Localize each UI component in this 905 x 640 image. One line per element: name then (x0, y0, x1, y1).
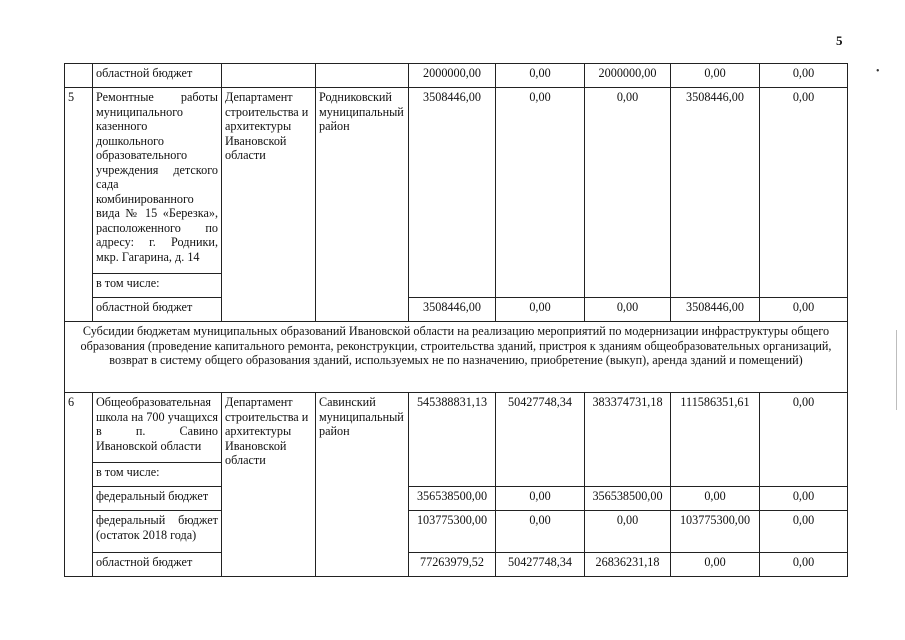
cell-municipality: Савинский муниципальный район (316, 393, 409, 577)
cell-source: областной бюджет (93, 553, 222, 577)
cell-year-2: 2000000,00 (585, 64, 671, 88)
cell-year-2: 383374731,18 (585, 393, 671, 487)
cell-total: 356538500,00 (409, 487, 496, 511)
table-row (65, 393, 848, 463)
cell-total: 2000000,00 (409, 64, 496, 88)
cell-year-1: 0,00 (496, 88, 585, 298)
table-row (65, 553, 848, 577)
cell-no: 5 (65, 88, 93, 322)
cell-total: 77263979,52 (409, 553, 496, 577)
cell-year-1: 0,00 (496, 64, 585, 88)
table-row (65, 487, 848, 511)
cell-year-2: 26836231,18 (585, 553, 671, 577)
cell-executor: Департамент строительства и архитектуры Ивановской области (222, 88, 316, 322)
cell-year-1: 50427748,34 (496, 553, 585, 577)
cell-year-3: 0,00 (671, 553, 760, 577)
cell-year-4: 0,00 (760, 298, 848, 322)
cell-year-3: 111586351,61 (671, 393, 760, 487)
cell-year-3: 0,00 (671, 64, 760, 88)
cell-year-1: 50427748,34 (496, 393, 585, 487)
budget-table (64, 63, 848, 577)
cell-including: в том числе: (93, 463, 222, 487)
table-row (65, 64, 848, 88)
cell-year-1: 0,00 (496, 298, 585, 322)
page-number: 5 (836, 33, 843, 48)
scan-edge-line (896, 330, 897, 410)
cell-no: 6 (65, 393, 93, 577)
cell-year-4: 0,00 (760, 487, 848, 511)
cell-total: 3508446,00 (409, 88, 496, 298)
cell-year-4: 0,00 (760, 64, 848, 88)
section-heading-row (65, 322, 848, 393)
cell-year-1: 0,00 (496, 511, 585, 553)
cell-source: федеральный бюджет (остаток 2018 года) (93, 511, 222, 553)
cell-year-3: 3508446,00 (671, 298, 760, 322)
cell-no (65, 64, 93, 88)
table-row (65, 298, 848, 322)
cell-year-1: 0,00 (496, 487, 585, 511)
cell-year-3: 0,00 (671, 487, 760, 511)
margin-mark: • (876, 66, 880, 77)
cell-executor: Департамент строительства и архитектуры Ивановской области (222, 393, 316, 577)
cell-municipality: Родниковский муниципальный район (316, 88, 409, 322)
cell-year-4: 0,00 (760, 393, 848, 487)
cell-year-2: 0,00 (585, 511, 671, 553)
cell-year-4: 0,00 (760, 511, 848, 553)
cell-total: 103775300,00 (409, 511, 496, 553)
cell-year-2: 0,00 (585, 298, 671, 322)
cell-year-3: 3508446,00 (671, 88, 760, 298)
section-heading: Субсидии бюджетам муниципальных образований Ивановской области на реализацию мероприятий по модернизации инфраструктуры общего образования (проведение капитального ремонта, реконструкции, строительства зданий, пристроя к зданиям общеобразовательных организаций, возврат в систему общего образования зданий, используемых не по назначению, приобретение (выкуп), аренда зданий и помещений) (65, 322, 848, 393)
cell-municipality (316, 64, 409, 88)
cell-total: 3508446,00 (409, 298, 496, 322)
table-row (65, 88, 848, 274)
cell-executor (222, 64, 316, 88)
cell-name: Ремонтные работы муниципального казенного дошкольного образовательного учреждения детского сада комбинированного вида № 15 «Березка», расположенного по адресу: г. Родники, мкр. Гагарина, д. 14 (93, 88, 222, 274)
cell-year-4: 0,00 (760, 553, 848, 577)
cell-name: Общеобразовательная школа на 700 учащихся в п. Савино Ивановской области (93, 393, 222, 463)
cell-year-3: 103775300,00 (671, 511, 760, 553)
cell-source: областной бюджет (93, 64, 222, 88)
cell-year-4: 0,00 (760, 88, 848, 298)
cell-year-2: 356538500,00 (585, 487, 671, 511)
cell-source: областной бюджет (93, 298, 222, 322)
cell-including: в том числе: (93, 274, 222, 298)
cell-source: федеральный бюджет (93, 487, 222, 511)
table-row (65, 511, 848, 553)
cell-year-2: 0,00 (585, 88, 671, 298)
cell-total: 545388831,13 (409, 393, 496, 487)
